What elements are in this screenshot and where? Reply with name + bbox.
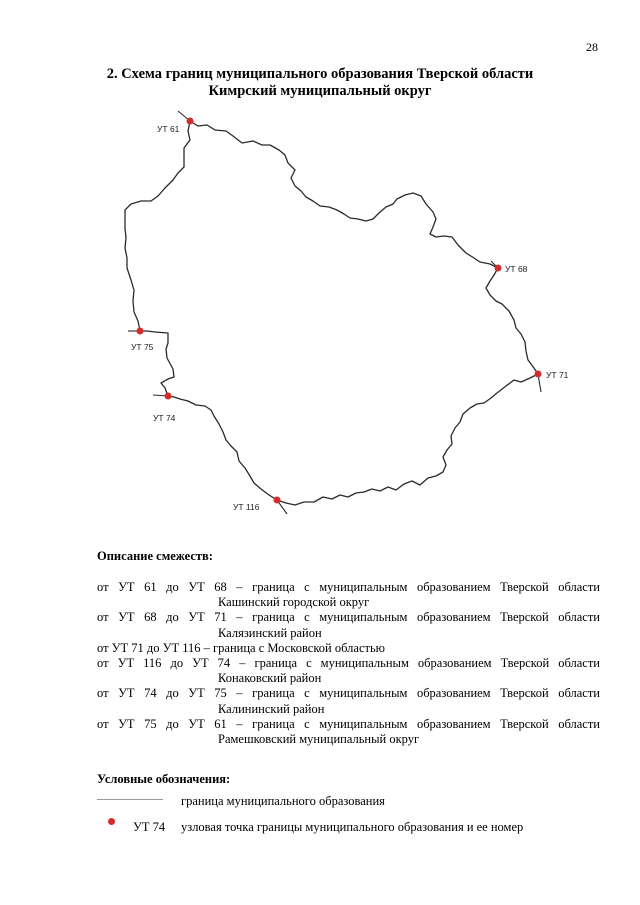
adjacency-entry	[97, 656, 600, 686]
legend-point-marker	[108, 818, 115, 825]
municipal-boundary	[125, 121, 538, 505]
adjacency-sub: Кашинский городской округ	[218, 595, 370, 610]
label-ut68: УТ 68	[505, 264, 528, 274]
legend-point-label: УТ 74	[133, 820, 166, 834]
adjacency-entry	[97, 580, 600, 610]
adjacency-list	[97, 580, 600, 747]
legend-boundary-line	[97, 799, 163, 800]
boundary-spurs	[128, 111, 541, 514]
adjacency-entry	[97, 610, 600, 640]
label-ut74: УТ 74	[153, 413, 176, 423]
label-ut116: УТ 116	[233, 502, 260, 512]
adjacency-sub: Конаковский район	[218, 671, 322, 686]
adjacency-sub: Калязинский район	[218, 625, 322, 640]
point-ut68	[495, 265, 502, 272]
title-line-1: 2. Схема границ муниципального образования Тверской области	[106, 66, 534, 82]
legend-line-description: граница муниципального образования	[181, 794, 385, 808]
adjacency-main: от УТ 61 до УТ 68 – граница с муниципальным образованием Тверской области	[97, 580, 600, 594]
adjacency-main: от УТ 71 до УТ 116 – граница с Московской областью	[97, 640, 385, 655]
point-ut75	[137, 328, 144, 335]
adjacency-sub: Калининский район	[218, 701, 325, 716]
page-number: 28	[586, 40, 598, 54]
junction-points	[137, 118, 542, 504]
label-ut75: УТ 75	[131, 342, 154, 352]
point-ut61	[187, 118, 194, 125]
adjacency-entry	[97, 641, 600, 656]
adjacency-main: от УТ 116 до УТ 74 – граница с муниципальным образованием Тверской области	[97, 656, 600, 671]
adjacency-entry	[97, 717, 600, 747]
point-ut116	[274, 497, 281, 504]
point-ut74	[165, 393, 172, 400]
adjacency-entry	[97, 686, 600, 716]
point-labels	[131, 124, 569, 512]
legend-heading: Условные обозначения:	[97, 772, 231, 786]
adjacency-sub: Рамешковский муниципальный округ	[218, 732, 420, 747]
label-ut71: УТ 71	[546, 370, 569, 380]
point-ut71	[535, 371, 542, 378]
adjacency-main: от УТ 74 до УТ 75 – граница с муниципальным образованием Тверской области	[97, 686, 600, 701]
adjacency-main: от УТ 68 до УТ 71 – граница с муниципальным образованием Тверской области	[97, 610, 600, 625]
title-line-2: Кимрский муниципальный округ	[208, 83, 432, 99]
legend-point-description: узловая точка границы муниципального образования и ее номер	[181, 820, 524, 834]
adjacency-main: от УТ 75 до УТ 61 – граница с муниципальным образованием Тверской области	[97, 716, 600, 731]
adjacency-heading: Описание смежеств:	[97, 549, 213, 563]
label-ut61: УТ 61	[157, 124, 180, 134]
